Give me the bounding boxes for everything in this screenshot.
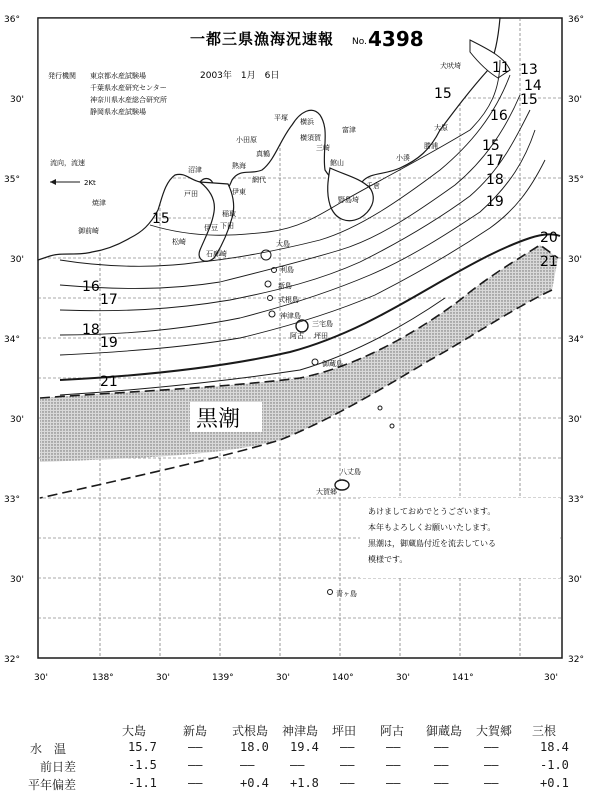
column-header: 大賀郷: [476, 724, 513, 738]
svg-text:30': 30': [568, 575, 582, 585]
report-title: 一都三県漁海況速報: [190, 30, 335, 48]
niijima-island: [265, 281, 271, 287]
column-header: 新島: [183, 724, 208, 738]
svg-text:青ヶ島: 青ヶ島: [336, 590, 357, 598]
column-header: 三根: [532, 724, 557, 738]
svg-text:伊東: 伊東: [232, 188, 246, 196]
table-cell: -1.1: [128, 776, 157, 790]
issue-number-prefix: No.: [352, 37, 367, 47]
column-header: 式根島: [232, 724, 269, 738]
svg-text:138°: 138°: [92, 673, 114, 683]
svg-text:焼津: 焼津: [92, 199, 106, 207]
svg-text:真鶴: 真鶴: [256, 150, 270, 158]
svg-text:17: 17: [486, 153, 504, 169]
svg-text:阿古: 阿古: [290, 332, 304, 340]
svg-text:三宅島: 三宅島: [312, 320, 333, 328]
message-line-4: 模様です。: [368, 555, 408, 564]
svg-text:16: 16: [490, 108, 508, 124]
svg-text:141°: 141°: [452, 673, 474, 683]
message-line-2: 本年もよろしくお願いいたします。: [368, 523, 496, 532]
svg-text:30': 30': [544, 673, 558, 683]
svg-text:松崎: 松崎: [172, 238, 186, 246]
svg-text:石廊崎: 石廊崎: [206, 250, 227, 258]
table-cell: ——: [386, 776, 401, 790]
table-cell: ——: [484, 740, 499, 754]
svg-text:18: 18: [82, 322, 100, 338]
table-cell: ——: [340, 758, 355, 772]
table-cell: +1.8: [290, 776, 319, 790]
svg-text:19: 19: [486, 194, 504, 210]
current-legend-label: 流向，流速: [50, 159, 85, 167]
svg-text:横浜: 横浜: [300, 118, 314, 126]
svg-text:15: 15: [152, 211, 170, 227]
current-legend-speed: 2Kt: [84, 179, 96, 187]
table-cell: ——: [290, 758, 305, 772]
svg-text:富津: 富津: [342, 126, 356, 134]
svg-text:大島: 大島: [276, 240, 290, 248]
svg-text:30': 30': [34, 673, 48, 683]
svg-text:14: 14: [524, 78, 542, 94]
svg-text:21: 21: [100, 374, 118, 390]
table-cell: ——: [434, 758, 449, 772]
table-cell: 15.7: [128, 740, 157, 754]
column-header: 神津島: [282, 724, 319, 738]
svg-text:35°: 35°: [4, 175, 20, 185]
svg-text:大賀郷: 大賀郷: [316, 488, 337, 496]
table-row: [0, 758, 600, 774]
svg-text:小田原: 小田原: [236, 136, 257, 144]
lat-axis-right: [568, 15, 584, 665]
svg-text:八丈島: 八丈島: [340, 468, 361, 476]
svg-text:17: 17: [100, 292, 118, 308]
issuer-3: 神奈川県水産総合研究所: [90, 96, 167, 104]
svg-text:千倉: 千倉: [366, 182, 380, 190]
table-cell: ——: [484, 758, 499, 772]
kuroshio-band: [40, 245, 558, 462]
islet: [378, 406, 382, 410]
svg-text:平塚: 平塚: [274, 114, 288, 122]
message-line-3: 黒潮は，御蔵島付近を流去している: [368, 539, 496, 548]
column-header: 御蔵島: [426, 724, 463, 738]
column-header: 大島: [122, 724, 147, 738]
svg-text:沼津: 沼津: [188, 166, 202, 174]
svg-text:16: 16: [82, 279, 100, 295]
svg-text:館山: 館山: [330, 159, 344, 167]
table-cell: +0.1: [540, 776, 569, 790]
table-cell: ——: [434, 776, 449, 790]
svg-text:神津島: 神津島: [280, 312, 301, 320]
miyake-island: [296, 320, 308, 332]
table-row: [0, 740, 600, 756]
svg-text:11: 11: [492, 60, 510, 76]
svg-text:熱海: 熱海: [232, 162, 246, 170]
issuer-2: 千葉県水産研究センター: [90, 84, 167, 92]
water-temperature-table: [0, 718, 600, 800]
svg-text:30': 30': [10, 255, 24, 265]
table-cell: ——: [188, 740, 203, 754]
issue-number: 4398: [368, 27, 424, 51]
svg-text:15: 15: [520, 92, 538, 108]
svg-text:30': 30': [568, 95, 582, 105]
svg-text:18: 18: [486, 172, 504, 188]
message-line-1: あけましておめでとうございます。: [368, 507, 496, 516]
svg-text:大原: 大原: [434, 124, 448, 132]
issue-date: 2003年 1月 6日: [200, 71, 280, 81]
svg-text:139°: 139°: [212, 673, 234, 683]
svg-text:30': 30': [396, 673, 410, 683]
row-label: 前日差: [40, 760, 77, 774]
svg-text:御蔵島: 御蔵島: [322, 360, 343, 368]
svg-text:33°: 33°: [568, 495, 584, 505]
lon-axis: [34, 673, 558, 683]
svg-text:15: 15: [482, 138, 500, 154]
honshu-coast: [38, 18, 500, 260]
svg-text:32°: 32°: [568, 655, 584, 665]
svg-text:32°: 32°: [4, 655, 20, 665]
svg-text:三崎: 三崎: [316, 144, 330, 152]
table-cell: -1.0: [540, 758, 569, 772]
lat-axis-left: [4, 15, 24, 665]
shikine-island: [268, 296, 273, 301]
issuer-4: 静岡県水産試験場: [90, 108, 146, 116]
svg-text:式根島: 式根島: [278, 296, 299, 304]
table-cell: ——: [340, 740, 355, 754]
table-cell: +0.4: [240, 776, 269, 790]
svg-text:30': 30': [10, 95, 24, 105]
svg-text:30': 30': [10, 575, 24, 585]
svg-text:伊豆: 伊豆: [204, 224, 218, 232]
column-header: 坪田: [332, 724, 357, 738]
svg-text:新島: 新島: [278, 282, 292, 290]
table-cell: ——: [386, 740, 401, 754]
svg-text:36°: 36°: [4, 15, 20, 25]
svg-text:30': 30': [156, 673, 170, 683]
kozu-island: [269, 311, 275, 317]
svg-text:30': 30': [276, 673, 290, 683]
table-cell: ——: [484, 776, 499, 790]
svg-text:15: 15: [434, 86, 452, 102]
row-label: 平年偏差: [28, 778, 77, 792]
table-cell: 19.4: [290, 740, 319, 754]
islet: [390, 424, 394, 428]
svg-text:33°: 33°: [4, 495, 20, 505]
aoga-island: [328, 590, 333, 595]
svg-text:犬吠埼: 犬吠埼: [440, 62, 461, 70]
svg-text:坪田: 坪田: [314, 332, 328, 340]
svg-text:34°: 34°: [4, 335, 20, 345]
table-cell: ——: [340, 776, 355, 790]
table-cell: 18.4: [540, 740, 569, 754]
table-cell: ——: [386, 758, 401, 772]
svg-text:30': 30': [568, 255, 582, 265]
column-header: 阿古: [380, 724, 405, 738]
svg-text:19: 19: [100, 335, 118, 351]
kuroshio-label: 黒潮: [196, 407, 241, 432]
svg-text:36°: 36°: [568, 15, 584, 25]
table-cell: 18.0: [240, 740, 269, 754]
table-cell: -1.5: [128, 758, 157, 772]
svg-text:30': 30': [568, 415, 582, 425]
svg-text:下田: 下田: [220, 222, 234, 230]
hachijo-island: [335, 480, 349, 490]
table-row: [0, 776, 600, 792]
table-cell: ——: [240, 758, 255, 772]
svg-text:横須賀: 横須賀: [300, 134, 321, 142]
svg-text:21: 21: [540, 254, 558, 270]
svg-text:13: 13: [520, 62, 538, 78]
svg-text:34°: 34°: [568, 335, 584, 345]
svg-text:20: 20: [540, 230, 558, 246]
svg-text:35°: 35°: [568, 175, 584, 185]
table-header-row: [0, 722, 600, 738]
row-label: 水 温: [30, 742, 67, 756]
svg-text:野島埼: 野島埼: [338, 196, 359, 204]
svg-text:小湊: 小湊: [396, 154, 410, 162]
svg-text:網代: 網代: [252, 176, 266, 184]
svg-text:140°: 140°: [332, 673, 354, 683]
table-cell: ——: [188, 776, 203, 790]
svg-text:勝浦: 勝浦: [424, 142, 438, 150]
svg-text:30': 30': [10, 415, 24, 425]
issuer-1: 東京都水産試験場: [90, 72, 146, 80]
svg-text:稲取: 稲取: [222, 210, 236, 218]
svg-text:御前崎: 御前崎: [78, 227, 99, 235]
table-cell: ——: [188, 758, 203, 772]
table-cell: ——: [434, 740, 449, 754]
svg-text:戸田: 戸田: [184, 190, 198, 198]
issuer-label: 発行機関: [48, 72, 76, 80]
svg-text:利島: 利島: [280, 266, 294, 274]
